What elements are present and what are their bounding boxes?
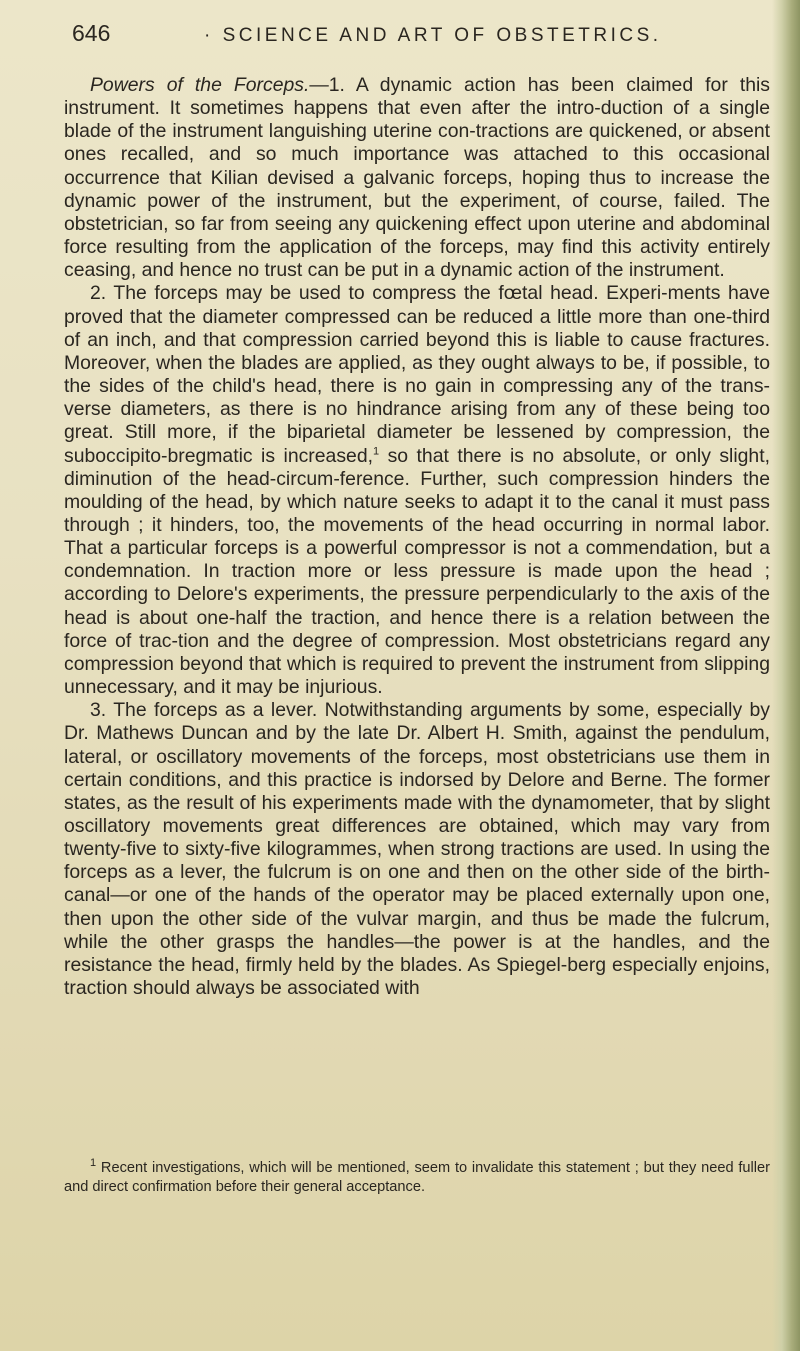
running-title: · SCIENCE AND ART OF OBSTETRICS.: [204, 25, 662, 46]
footnote-text: Recent investigations, which will be mentioned, seem to invalidate this statement ; but they need fuller and direct confirmation before their general acceptance.: [64, 1160, 770, 1195]
page-edge-shadow: [772, 0, 800, 1351]
footnote-mark: 1: [90, 1157, 97, 1170]
page-number: 646: [72, 20, 111, 46]
paragraph-powers: [64, 74, 770, 282]
paragraph-text: 3. The forceps as a lever. Notwithstanding arguments by some, especially by Dr. Mathews Duncan and by the late Dr. Albert H. Smith, against the pendulum, lateral, or oscillatory movements of the forceps, most obstetricians use them in certain conditions, and this practice is indorsed by Delore and Berne. The former states, as the result of his experiments made with the dynamometer, that by slight oscillatory movements great differences are obtained, which may vary from twenty-five to sixty-five kilogrammes, when strong tractions are used. In using the forceps as a lever, the fulcrum is on one and then on the other side of the birth-canal—or one of the hands of the operator may be placed externally upon one, then upon the other side of the vulvar margin, and thus be made the fulcrum, while the other grasps the handles—the power is at the handles, and the resistance the head, firmly held by the blades. As Spiegel-berg especially enjoins, traction should always be associated with: [64, 699, 770, 1000]
section-lead: Powers of the Forceps.: [90, 74, 310, 96]
paragraph-text: —1. A dynamic action has been claimed for this instrument. It sometimes happens that even after the intro-duction of a single blade of the instrument languishing uterine con-tractions are quickened, or absent ones recalled, and so much importance was attached to this occasional occurrence that Kilian devised a galvanic forceps, hoping thus to increase the dynamic power of the instrument, but the experiment, of course, failed. The obstetrician, so far from seeing any quickening effect upon uterine and abdominal force resulting from the application of the forceps, may find this activity entirely ceasing, and hence no trust can be put in a dynamic action of the instrument.: [64, 74, 770, 282]
footnote-reference: 1: [373, 445, 380, 458]
paragraph-text: 2. The forceps may be used to compress the fœtal head. Experi-ments have proved that the diameter compressed can be reduced a little more than one-third of an inch, and that compression carried beyond this is liable to cause fractures. Moreover, when the blades are applied, as they ought always to be, if possible, to the sides of the child's head, there is no gain in compressing any of the trans-verse diameters, as there is no hindrance arising from any of these being too great. Still more, if the biparietal diameter be lessened by compression, the suboccipito-bregmatic is increased,: [64, 282, 770, 467]
page-header: [64, 20, 770, 60]
paragraph-lever: [64, 699, 770, 1000]
paragraph-text: so that there is no absolute, or only slight, diminution of the head-circum-ference. Further, such compression hinders the moulding of the head, by which nature seeks to adapt it to the canal it must pass through ; it hinders, too, the movements of the head occurring in normal labor. That a particular forceps is a powerful compressor is not a commendation, but a condemnation. In traction more or less pressure is made upon the head ; according to Delore's experiments, the pressure perpendicularly to the axis of the head is about one-half the traction, and hence there is a relation between the force of trac-tion and the degree of compression. Most obstetricians regard any compression beyond that which is required to prevent the instrument from slipping unnecessary, and it may be injurious.: [64, 444, 770, 699]
footnote: [64, 1159, 770, 1197]
body-text: [64, 74, 770, 1000]
paragraph-compression: [64, 282, 770, 699]
